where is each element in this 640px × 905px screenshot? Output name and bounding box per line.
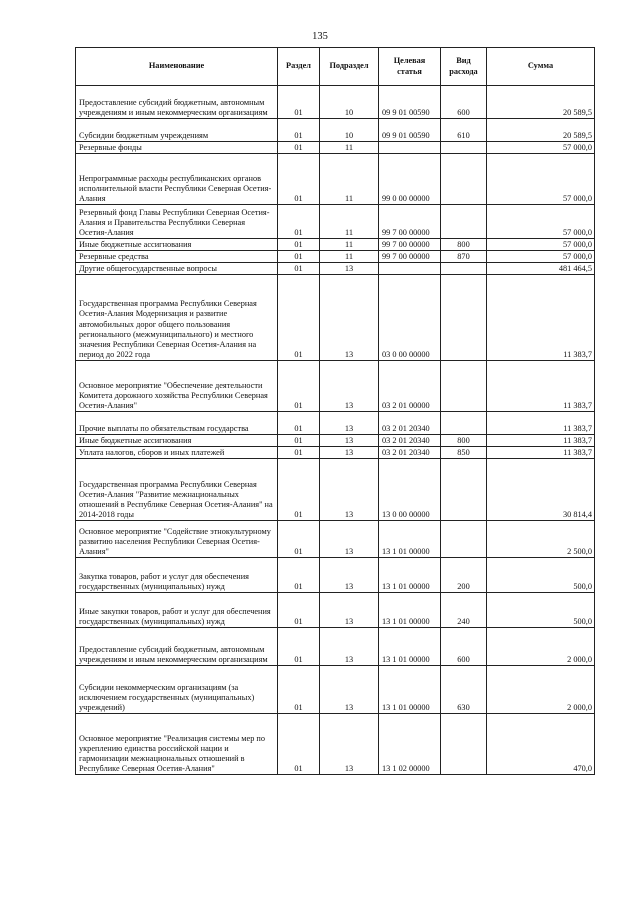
row-sum: 57 000,0	[487, 251, 595, 263]
row-name: Государственная программа Республики Северная Осетия-Алания "Развитие межнациональных отношений в Республике Северная Осетия-Алания" на 2014-2018 годы	[76, 459, 278, 521]
row-target-article: 99 0 00 00000	[379, 154, 441, 205]
row-name: Непрограммные расходы республиканских органов исполнительной власти Республики Северная Осетия-Алания	[76, 154, 278, 205]
row-podrazdel: 11	[320, 251, 379, 263]
row-podrazdel: 13	[320, 666, 379, 714]
row-name: Закупка товаров, работ и услуг для обеспечения государственных (муниципальных) нужд	[76, 558, 278, 593]
row-expense-type: 610	[441, 119, 487, 142]
row-razdel: 01	[278, 412, 320, 435]
header-name: Наименование	[76, 48, 278, 86]
row-expense-type	[441, 263, 487, 275]
row-sum: 11 383,7	[487, 412, 595, 435]
row-razdel: 01	[278, 593, 320, 628]
row-razdel: 01	[278, 447, 320, 459]
row-podrazdel: 11	[320, 154, 379, 205]
row-name: Иные бюджетные ассигнования	[76, 435, 278, 447]
row-sum: 481 464,5	[487, 263, 595, 275]
row-razdel: 01	[278, 263, 320, 275]
table-header-row	[76, 48, 595, 86]
row-razdel: 01	[278, 558, 320, 593]
table-row	[76, 628, 595, 666]
row-expense-type	[441, 459, 487, 521]
row-target-article: 13 0 00 00000	[379, 459, 441, 521]
table-row	[76, 459, 595, 521]
row-target-article: 13 1 01 00000	[379, 666, 441, 714]
row-target-article: 13 1 01 00000	[379, 558, 441, 593]
row-razdel: 01	[278, 86, 320, 119]
table-row	[76, 521, 595, 558]
table-row	[76, 447, 595, 459]
row-expense-type	[441, 154, 487, 205]
table-row	[76, 251, 595, 263]
row-sum: 11 383,7	[487, 447, 595, 459]
row-razdel: 01	[278, 251, 320, 263]
row-podrazdel: 13	[320, 263, 379, 275]
row-name: Резервные средства	[76, 251, 278, 263]
row-podrazdel: 13	[320, 275, 379, 361]
row-target-article	[379, 142, 441, 154]
table-row	[76, 558, 595, 593]
row-razdel: 01	[278, 275, 320, 361]
table-body	[76, 86, 595, 775]
header-sum: Сумма	[487, 48, 595, 86]
table-row	[76, 119, 595, 142]
row-sum: 57 000,0	[487, 154, 595, 205]
row-name: Резервные фонды	[76, 142, 278, 154]
row-sum: 57 000,0	[487, 142, 595, 154]
row-podrazdel: 13	[320, 558, 379, 593]
table-row	[76, 275, 595, 361]
table-row	[76, 239, 595, 251]
page-number: 135	[312, 31, 328, 42]
row-sum: 11 383,7	[487, 435, 595, 447]
row-razdel: 01	[278, 435, 320, 447]
row-podrazdel: 13	[320, 447, 379, 459]
row-target-article: 99 7 00 00000	[379, 205, 441, 239]
row-podrazdel: 13	[320, 459, 379, 521]
row-expense-type: 800	[441, 239, 487, 251]
row-expense-type	[441, 361, 487, 412]
row-expense-type	[441, 412, 487, 435]
row-expense-type: 200	[441, 558, 487, 593]
header-podrazdel: Подраздел	[320, 48, 379, 86]
row-target-article: 03 2 01 20340	[379, 435, 441, 447]
row-podrazdel: 13	[320, 412, 379, 435]
row-razdel: 01	[278, 205, 320, 239]
row-sum: 11 383,7	[487, 275, 595, 361]
row-sum: 20 589,5	[487, 119, 595, 142]
row-sum: 470,0	[487, 714, 595, 775]
row-name: Основное мероприятие "Обеспечение деятельности Комитета дорожного хозяйства Республики Северная Осетия-Алания"	[76, 361, 278, 412]
row-razdel: 01	[278, 142, 320, 154]
header-expense-type: Вид расхода	[441, 48, 487, 86]
row-podrazdel: 11	[320, 205, 379, 239]
table-row	[76, 412, 595, 435]
table-row	[76, 361, 595, 412]
row-expense-type: 630	[441, 666, 487, 714]
row-name: Иные закупки товаров, работ и услуг для обеспечения государственных (муниципальных) нужд	[76, 593, 278, 628]
table-row	[76, 714, 595, 775]
row-target-article: 13 1 02 00000	[379, 714, 441, 775]
row-name: Субсидии некоммерческим организациям (за исключением государственных (муниципальных) учреждений)	[76, 666, 278, 714]
table-row	[76, 154, 595, 205]
row-target-article: 09 9 01 00590	[379, 86, 441, 119]
row-expense-type: 850	[441, 447, 487, 459]
row-target-article: 13 1 01 00000	[379, 628, 441, 666]
row-target-article: 03 2 01 20340	[379, 447, 441, 459]
row-expense-type: 870	[441, 251, 487, 263]
row-expense-type	[441, 142, 487, 154]
row-name: Основное мероприятие "Содействие этнокультурному развитию населения Республики Северная Осетия-Алания"	[76, 521, 278, 558]
row-podrazdel: 11	[320, 239, 379, 251]
row-expense-type: 800	[441, 435, 487, 447]
row-sum: 11 383,7	[487, 361, 595, 412]
row-podrazdel: 10	[320, 119, 379, 142]
row-razdel: 01	[278, 459, 320, 521]
row-razdel: 01	[278, 666, 320, 714]
row-name: Основное мероприятие "Реализация системы мер по укреплению единства российской нации и гармонизации межнациональных отношений в Республике Северная Осетия-Алания"	[76, 714, 278, 775]
row-sum: 2 000,0	[487, 666, 595, 714]
table-row	[76, 435, 595, 447]
row-name: Иные бюджетные ассигнования	[76, 239, 278, 251]
row-sum: 2 500,0	[487, 521, 595, 558]
row-razdel: 01	[278, 714, 320, 775]
row-expense-type	[441, 521, 487, 558]
row-razdel: 01	[278, 119, 320, 142]
row-razdel: 01	[278, 239, 320, 251]
row-expense-type	[441, 714, 487, 775]
row-target-article: 03 2 01 00000	[379, 361, 441, 412]
row-expense-type: 600	[441, 628, 487, 666]
row-target-article: 09 9 01 00590	[379, 119, 441, 142]
row-target-article: 13 1 01 00000	[379, 593, 441, 628]
row-razdel: 01	[278, 628, 320, 666]
row-target-article: 03 2 01 20340	[379, 412, 441, 435]
row-sum: 30 814,4	[487, 459, 595, 521]
table-row	[76, 666, 595, 714]
row-razdel: 01	[278, 521, 320, 558]
row-name: Предоставление субсидий бюджетным, автономным учреждениям и иным некоммерческим организациям	[76, 86, 278, 119]
row-podrazdel: 13	[320, 714, 379, 775]
row-expense-type: 600	[441, 86, 487, 119]
row-target-article	[379, 263, 441, 275]
row-sum: 2 000,0	[487, 628, 595, 666]
row-podrazdel: 13	[320, 593, 379, 628]
row-name: Другие общегосударственные вопросы	[76, 263, 278, 275]
row-sum: 20 589,5	[487, 86, 595, 119]
row-podrazdel: 13	[320, 521, 379, 558]
row-name: Уплата налогов, сборов и иных платежей	[76, 447, 278, 459]
table-row	[76, 593, 595, 628]
row-name: Резервный фонд Главы Республики Северная Осетия-Алания и Правительства Республики Северная Осетия-Алания	[76, 205, 278, 239]
row-target-article: 13 1 01 00000	[379, 521, 441, 558]
row-target-article: 99 7 00 00000	[379, 251, 441, 263]
header-target-article: Целевая статья	[379, 48, 441, 86]
budget-table	[75, 47, 595, 775]
row-podrazdel: 13	[320, 628, 379, 666]
row-razdel: 01	[278, 361, 320, 412]
table-row	[76, 86, 595, 119]
table-row	[76, 142, 595, 154]
row-podrazdel: 13	[320, 361, 379, 412]
row-name: Государственная программа Республики Северная Осетия-Алания Модернизация и развитие автомобильных дорог общего пользования регионального (межмуниципального) и местного значения Республики Северная Осетия-Алания на период до 2022 года	[76, 275, 278, 361]
row-name: Прочие выплаты по обязательствам государства	[76, 412, 278, 435]
row-expense-type: 240	[441, 593, 487, 628]
row-sum: 57 000,0	[487, 239, 595, 251]
row-expense-type	[441, 205, 487, 239]
row-podrazdel: 11	[320, 142, 379, 154]
table-row	[76, 205, 595, 239]
row-sum: 57 000,0	[487, 205, 595, 239]
row-target-article: 99 7 00 00000	[379, 239, 441, 251]
table-row	[76, 263, 595, 275]
row-name: Субсидии бюджетным учреждениям	[76, 119, 278, 142]
row-podrazdel: 13	[320, 435, 379, 447]
row-name: Предоставление субсидий бюджетным, автономным учреждениям и иным некоммерческим организациям	[76, 628, 278, 666]
header-razdel: Раздел	[278, 48, 320, 86]
row-target-article: 03 0 00 00000	[379, 275, 441, 361]
row-sum: 500,0	[487, 558, 595, 593]
row-sum: 500,0	[487, 593, 595, 628]
row-podrazdel: 10	[320, 86, 379, 119]
row-expense-type	[441, 275, 487, 361]
row-razdel: 01	[278, 154, 320, 205]
